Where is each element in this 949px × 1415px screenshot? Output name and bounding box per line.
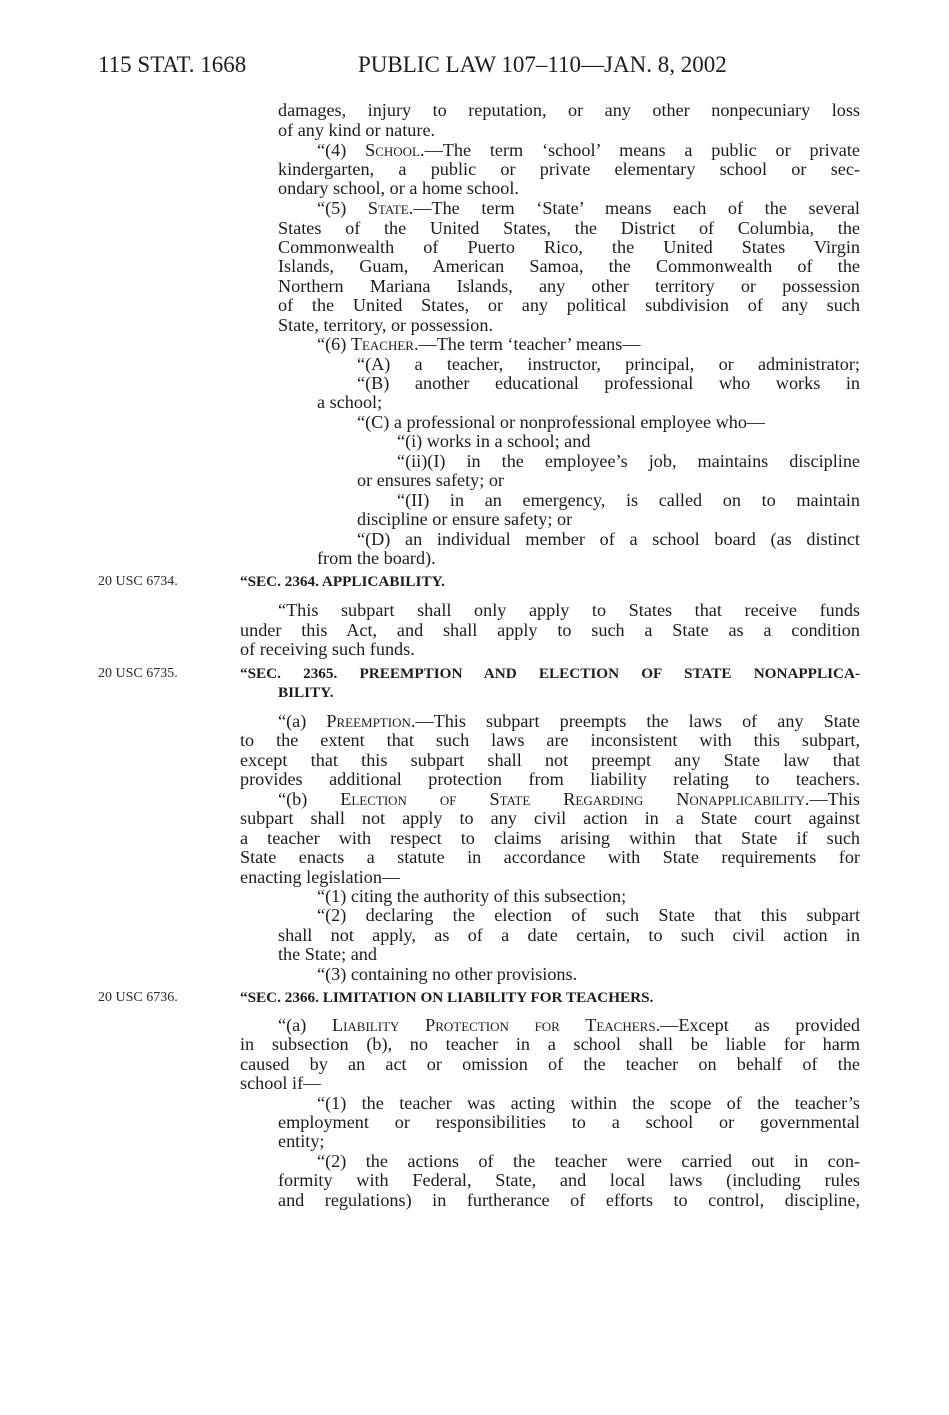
- definition-line: “(5) State.—The term ‘State’ means each of the several: [317, 198, 860, 218]
- text-line: enacting legislation—: [240, 867, 401, 887]
- text-line: State, territory, or possession.: [278, 315, 494, 335]
- text-line: “(2) declaring the election of such State that this subpart: [317, 905, 860, 925]
- text-line: “(ii)(I) in the employee’s job, maintains discipline: [397, 451, 860, 471]
- section-heading: “SEC. 2365. PREEMPTION AND ELECTION OF STATE NONAPPLICA-: [240, 665, 860, 682]
- text-line: caused by an act or omission of the teacher on behalf of the: [240, 1054, 860, 1074]
- text-line: ondary school, or a home school.: [278, 178, 519, 198]
- text-line: the State; and: [278, 944, 377, 964]
- running-head: PUBLIC LAW 107–110—JAN. 8, 2002: [358, 52, 727, 77]
- text-line: entity;: [278, 1131, 325, 1151]
- text-line: discipline or ensure safety; or: [357, 509, 573, 529]
- text-line: damages, injury to reputation, or any other nonpecuniary loss: [278, 100, 860, 120]
- text-line: under this Act, and shall apply to such a State as a condition: [240, 620, 860, 640]
- text-line: “(i) works in a school; and: [397, 431, 591, 451]
- subsection-line: “(b) Election of State Regarding Nonapplicability.—This: [278, 789, 860, 809]
- text-line: “(1) the teacher was acting within the scope of the teacher’s: [317, 1093, 860, 1113]
- text-line: from the board).: [317, 548, 436, 568]
- section-heading: “SEC. 2366. LIMITATION ON LIABILITY FOR TEACHERS.: [240, 989, 654, 1006]
- section-heading: “SEC. 2364. APPLICABILITY.: [240, 573, 445, 590]
- definition-line: “(4) School.—The term ‘school’ means a public or private: [317, 140, 860, 160]
- text-line: to the extent that such laws are inconsistent with this subpart,: [240, 730, 860, 750]
- section-heading: BILITY.: [278, 684, 334, 701]
- text-line: provides additional protection from liability relating to teachers.: [240, 769, 860, 789]
- text-line: “(B) another educational professional who works in: [357, 373, 860, 393]
- text-line: a school;: [317, 392, 383, 412]
- text-line: employment or responsibilities to a school or governmental: [278, 1112, 860, 1132]
- text-line: “(3) containing no other provisions.: [317, 964, 578, 984]
- text-line: “(II) in an emergency, is called on to maintain: [397, 490, 860, 510]
- margin-note: 20 USC 6736.: [98, 990, 178, 1005]
- text-line: “This subpart shall only apply to States that receive funds: [278, 600, 860, 620]
- text-line: “(D) an individual member of a school board (as distinct: [357, 529, 860, 549]
- margin-note: 20 USC 6734.: [98, 574, 178, 589]
- text-line: formity with Federal, State, and local laws (including rules: [278, 1170, 860, 1190]
- page-stat-number: 115 STAT. 1668: [98, 52, 247, 77]
- text-line: Islands, Guam, American Samoa, the Commonwealth of the: [278, 256, 860, 276]
- margin-note: 20 USC 6735.: [98, 666, 178, 681]
- subsection-line: “(a) Liability Protection for Teachers.—Except as provided: [278, 1015, 860, 1035]
- text-line: “(1) citing the authority of this subsection;: [317, 886, 627, 906]
- text-line: Commonwealth of Puerto Rico, the United States Virgin: [278, 237, 860, 257]
- text-line: subpart shall not apply to any civil action in a State court against: [240, 808, 860, 828]
- text-line: States of the United States, the District of Columbia, the: [278, 218, 860, 238]
- text-line: a teacher with respect to claims arising within that State if such: [240, 828, 860, 848]
- text-line: except that this subpart shall not preempt any State law that: [240, 750, 860, 770]
- text-line: and regulations) in furtherance of efforts to control, discipline,: [278, 1190, 860, 1210]
- text-line: “(2) the actions of the teacher were carried out in con-: [317, 1151, 860, 1171]
- text-line: “(C) a professional or nonprofessional employee who—: [357, 412, 766, 432]
- text-line: shall not apply, as of a date certain, to such civil action in: [278, 925, 860, 945]
- text-line: school if—: [240, 1073, 322, 1093]
- text-line: State enacts a statute in accordance with State requirements for: [240, 847, 860, 867]
- text-line: or ensures safety; or: [357, 470, 504, 490]
- text-line: of the United States, or any political subdivision of any such: [278, 295, 860, 315]
- subsection-line: “(a) Preemption.—This subpart preempts the laws of any State: [278, 711, 860, 731]
- text-line: of receiving such funds.: [240, 639, 415, 659]
- text-line: “(A) a teacher, instructor, principal, or administrator;: [357, 354, 860, 374]
- text-line: kindergarten, a public or private elementary school or sec-: [278, 159, 860, 179]
- text-line: Northern Mariana Islands, any other territory or possession: [278, 276, 860, 296]
- definition-line: “(6) Teacher.—The term ‘teacher’ means—: [317, 334, 641, 354]
- text-line: of any kind or nature.: [278, 120, 436, 140]
- text-line: in subsection (b), no teacher in a school shall be liable for harm: [240, 1034, 860, 1054]
